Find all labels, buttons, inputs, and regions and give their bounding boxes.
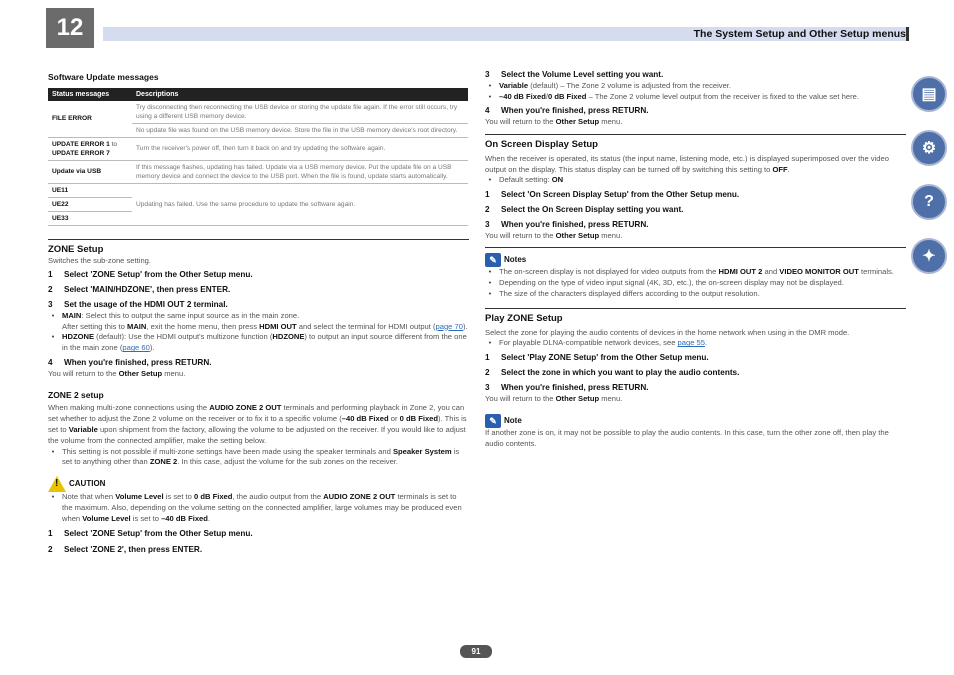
note-icon: ✎ <box>485 253 501 267</box>
zone2-title: ZONE 2 setup <box>48 389 104 400</box>
page-link[interactable]: page 55 <box>677 338 705 348</box>
caution-icon: ! <box>48 476 66 492</box>
table-row <box>48 183 468 197</box>
step: 2 Select 'MAIN/HDZONE', then press ENTER. <box>48 285 231 295</box>
step: 3 Set the usage of the HDMI OUT 2 terminal. <box>48 299 228 309</box>
note-item: • The size of the characters displayed differs according to the output resolution. <box>488 288 760 298</box>
step: 1 Select 'ZONE Setup' from the Other Setup menu. <box>48 270 253 280</box>
software-update-title: Software Update messages <box>48 72 159 82</box>
remote-settings-icon[interactable]: ⚙ <box>911 130 947 166</box>
status-cell: UE22 <box>48 197 132 211</box>
bullet-fixed: • –40 dB Fixed/0 dB Fixed – The Zone 2 volume level output from the receiver is fixed to the value set here. <box>488 91 859 101</box>
zone2-paragraph: When making multi-zone connections using the AUDIO ZONE 2 OUT terminals and performing playback in Zone 2, you can set whether to adjust the Zone 2 volume on the receiver or to fix it to a specific volume (–40 dB Fixed or 0 dB Fixed). This is set to Variable upon shipment from the factory, allowing the volume to be adjusted on the receiver. If you would like to adjust the volume from the connected amplifier, make the setting below. <box>48 403 467 445</box>
play-zone-bullet: • For playable DLNA-compatible network devices, see page 55. <box>488 338 708 348</box>
bullet-main: • MAIN: Select this to output the same input source as in the main zone. After setting this to MAIN, exit the home menu, then press HDMI OUT and select the terminal for HDMI output (page 70). <box>51 310 468 331</box>
osd-paragraph: When the receiver is operated, its status (the input name, listening mode, etc.) is displayed superimposed over the video output on the display. This status display can be turned off by switching this setting to OFF. <box>485 153 889 174</box>
note-item: • The on-screen display is not displayed for video outputs from the HDMI OUT 2 and VIDEO MONITOR OUT terminals. <box>488 267 894 277</box>
table-row <box>48 101 468 124</box>
step: 2 Select 'ZONE 2', then press ENTER. <box>48 545 203 555</box>
step: 3 Select the Volume Level setting you want. <box>485 70 664 79</box>
step: 3 When you're finished, press RETURN. <box>485 382 649 392</box>
step: 1 Select 'ZONE Setup' from the Other Setup menu. <box>48 528 253 538</box>
speaker-question-icon[interactable]: ? <box>911 184 947 220</box>
software-update-table <box>48 88 468 226</box>
bullet-hdzone: • HDZONE (default): Use the HDMI output's multizone function (HDZONE) to output an input source different from the one in the main zone (page 60). <box>51 332 467 353</box>
table-row <box>48 137 468 160</box>
zone2-bullet: • This setting is not possible if multi-zone settings have been made using the speaker terminals and Speaker System is set to anything other than ZONE 2. In this case, adjust the volume for the sub zones on the receiver. <box>51 446 460 467</box>
table-header: Status messages <box>48 88 132 101</box>
note-heading: ✎ Note <box>485 414 906 428</box>
table-row <box>48 160 468 183</box>
status-cell: UE33 <box>48 211 132 225</box>
right-column <box>485 70 906 450</box>
step: 4 When you're finished, press RETURN. <box>48 357 212 367</box>
return-note: You will return to the Other Setup menu. <box>485 393 623 403</box>
step: 2 Select the On Screen Display setting you want. <box>485 204 684 214</box>
table-header: Descriptions <box>132 88 468 101</box>
return-note: You will return to the Other Setup menu. <box>485 230 623 240</box>
chapter-number: 12 <box>46 8 94 48</box>
step: 3 When you're finished, press RETURN. <box>485 219 649 229</box>
troubleshoot-icon[interactable]: ✦ <box>911 238 947 274</box>
desc-cell: Turn the receiver's power off, then turn it back on and try updating the software again. <box>132 137 468 160</box>
osd-title: On Screen Display Setup <box>485 138 598 150</box>
desc-cell: Try disconnecting then reconnecting the USB device or storing the update file again. If the error still occurs, try using a different USB memory device. <box>132 101 468 124</box>
status-cell: UPDATE ERROR 1 to UPDATE ERROR 7 <box>48 137 132 160</box>
play-zone-title: Play ZONE Setup <box>485 312 563 324</box>
page-number: 91 <box>460 645 492 658</box>
return-note: You will return to the Other Setup menu. <box>48 368 186 378</box>
step: 2 Select the zone in which you want to play the audio contents. <box>485 367 740 377</box>
step: 1 Select 'On Screen Display Setup' from the Other Setup menu. <box>485 190 740 200</box>
status-cell: UE11 <box>48 183 132 197</box>
step: 4 When you're finished, press RETURN. <box>485 106 649 116</box>
note-item: • Depending on the type of video input signal (4K, 3D, etc.), the on-screen display may not be displayed. <box>488 278 844 288</box>
desc-cell: No update file was found on the USB memory device. Store the file in the USB memory device's root directory. <box>132 123 468 137</box>
osd-default: • Default setting: ON <box>488 175 564 185</box>
desc-cell: If this message flashes, updating has failed. Update via a USB memory device. Put the update file on a USB memory device and connect the device to the USB port. When the file is found, update starts automatically. <box>132 160 468 183</box>
play-zone-paragraph: Select the zone for playing the audio contents of devices in the home network when using in the DMR mode. <box>485 327 850 337</box>
caution-bullet: • Note that when Volume Level is set to 0 dB Fixed, the audio output from the AUDIO ZONE 2 OUT terminals is set to the maximum. Also, depending on the volume setting on the connected amplifier, large volumes may be produced even when Volume Level is set to –40 dB Fixed. <box>51 492 462 523</box>
status-cell: Update via USB <box>48 160 132 183</box>
notes-heading: ✎ Notes <box>485 253 906 267</box>
return-note: You will return to the Other Setup menu. <box>485 117 623 127</box>
status-cell: FILE ERROR <box>48 101 132 138</box>
note-icon: ✎ <box>485 414 501 428</box>
zone-setup-title: ZONE Setup <box>48 243 104 255</box>
desc-cell: Updating has failed. Use the same procedure to update the software again. <box>132 183 468 225</box>
page-title: The System Setup and Other Setup menus <box>693 28 906 40</box>
step: 1 Select 'Play ZONE Setup' from the Other Setup menu. <box>485 353 709 363</box>
zone-setup-intro: Switches the sub-zone setting. <box>48 255 151 265</box>
left-column <box>48 72 469 556</box>
page-link[interactable]: page 60 <box>122 343 150 353</box>
page-link[interactable]: page 70 <box>435 321 463 331</box>
bullet-variable: • Variable (default) – The Zone 2 volume is adjusted from the receiver. <box>488 80 732 90</box>
play-zone-note: If another zone is on, it may not be possible to play the audio contents. In this case, turn the other zone off, then play the audio contents. <box>485 428 889 449</box>
caution-heading: ! CAUTION <box>48 476 469 492</box>
book-icon[interactable]: ▤ <box>911 76 947 112</box>
